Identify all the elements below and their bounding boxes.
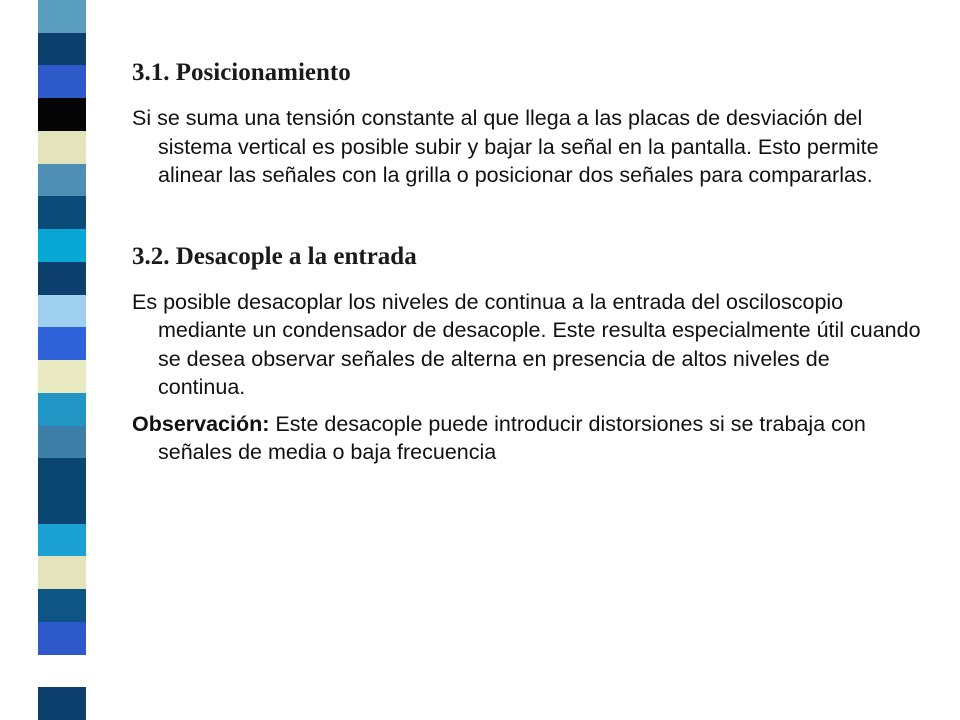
section-heading-posicionamiento: 3.1. Posicionamiento (132, 59, 351, 86)
stripe-block (38, 655, 86, 688)
stripe-block (38, 295, 86, 328)
stripe-block (38, 426, 86, 459)
stripe-block (38, 33, 86, 66)
slide-content (132, 56, 922, 467)
stripe-block (38, 622, 86, 655)
stripe-block (38, 262, 86, 295)
stripe-block (38, 164, 86, 197)
stripe-block (38, 393, 86, 426)
stripe-block (38, 556, 86, 589)
stripe-block (38, 0, 86, 33)
decorative-stripe-bar (38, 0, 86, 720)
stripe-block (38, 589, 86, 622)
section-heading-desacople: 3.2. Desacople a la entrada (132, 242, 417, 270)
stripe-block (38, 687, 86, 720)
stripe-block (38, 491, 86, 524)
paragraph-observacion (132, 410, 922, 467)
stripe-block (38, 524, 86, 557)
stripe-block (38, 458, 86, 491)
stripe-block (38, 65, 86, 98)
paragraph-posicionamiento: Si se suma una tensión constante al que llega a las placas de desviación del sistema vertical es posible subir y bajar la señal en la pantalla. Esto permite alinear las señales con la grilla o posicionar dos señales para compararlas. (132, 106, 879, 187)
stripe-block (38, 229, 86, 262)
stripe-block (38, 360, 86, 393)
stripe-block (38, 327, 86, 360)
observacion-label: Observación: (132, 411, 270, 436)
stripe-block (38, 131, 86, 164)
observacion-text: Este desacople puede introducir distorsiones si se trabaja con señales de media o baja frecuencia (158, 411, 866, 464)
stripe-block (38, 98, 86, 131)
stripe-block (38, 196, 86, 229)
paragraph-desacople: Es posible desacoplar los niveles de continua a la entrada del osciloscopio mediante un condensador de desacople. Este resulta especialmente útil cuando se desea observar señales de alterna en presencia de altos niveles de continua. (132, 289, 921, 399)
